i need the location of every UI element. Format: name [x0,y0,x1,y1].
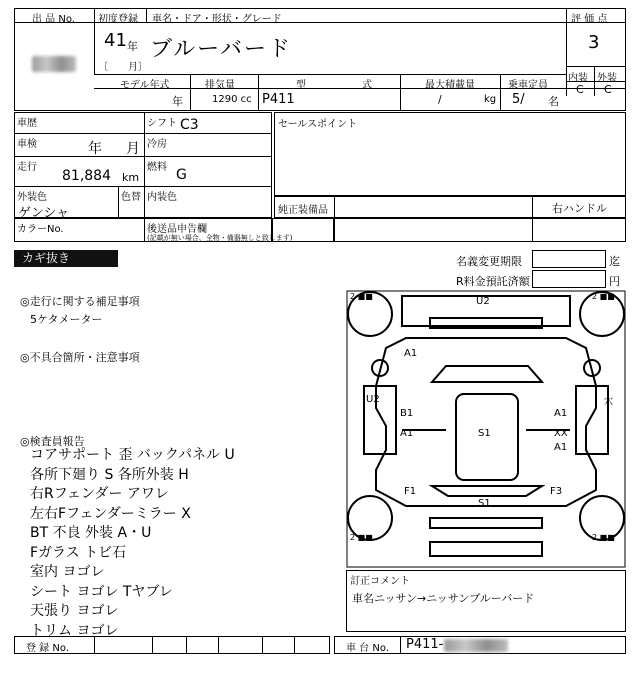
recycle-field [532,270,606,288]
aircon-label: 冷房 [147,139,167,150]
max-load-unit: kg [484,94,497,105]
color-change-label: 色替 [121,192,141,203]
inspection-year-unit: 年 [88,141,102,157]
exterior-grade: C [604,83,612,96]
chassis-number-blurred [444,639,508,652]
inspector-line: 右Rフェンダー アワレ [30,486,169,502]
car-name: ブルーバード [150,37,293,62]
corner-mark: 2 ■■ [350,292,373,301]
diagram-mark: F3 [550,486,563,497]
corner-mark: 2 ■■ [592,292,615,301]
history-label: 車歴 [17,118,37,129]
type-label-1: 型 [296,80,306,91]
max-load-label: 最大積載量 [425,80,475,91]
diagram-mark: XX [554,428,568,439]
side-note: 穴 [604,397,614,407]
diagram-mark: A1 [404,348,418,359]
aftermarket-label: 後送品申告欄 [147,224,207,235]
mileage-note-title: ◎走行に関する補足事項 [20,295,140,308]
diagram-mark: S1 [478,428,491,439]
diagram-mark: S1 [478,498,491,509]
diagram-mark: U2 [366,394,380,405]
int-color-label: 内装色 [147,192,177,203]
fuel-label: 燃料 [147,162,167,173]
inspector-line: 室内 ヨゴレ [30,564,105,580]
inspector-line: トリム ヨゴレ [30,622,119,639]
score-label: 評 価 点 [571,14,608,25]
diagram-mark: A1 [554,408,568,419]
lot-number-blurred [32,56,76,72]
type-value: P411 [262,92,295,107]
correction-text: 車名ニッサン→ニッサンブルーバード [352,592,535,605]
equipment-label: 純正装備品 [278,205,328,216]
diagram-mark: A1 [554,442,568,453]
correction-label: 訂正コメント [350,576,410,587]
name-change-unit: 迄 [609,255,620,268]
capacity-label: 乗車定員 [508,80,548,91]
chassis-label: 車 台 No. [346,643,389,654]
mileage-value: 81,884 [62,168,111,184]
color-no-label: カラーNo. [17,224,64,235]
type-label-2: 式 [362,80,372,91]
capacity-unit: 名 [548,95,559,108]
year-unit: 年 [127,40,138,53]
shift-label: シフト [147,118,177,129]
key-removed-badge: カギ抜き [14,250,118,267]
interior-grade: C [576,83,584,96]
model-year-label: モデル年式 [120,80,170,91]
inspector-line: 天張り ヨゴレ [30,603,119,619]
first-reg-label: 初度登録 [98,14,138,25]
corner-mark: 2 ■■ [592,533,615,542]
year-value: 41 [104,30,127,51]
diagram-mark: B1 [400,408,414,419]
mileage-unit: km [122,171,140,184]
displacement-value: 1290 cc [212,94,252,105]
steering-value: 右ハンドル [552,202,607,215]
diagram-mark: U2 [476,296,490,307]
inspection-month-unit: 月 [126,141,140,157]
exterior-label: 外装 [597,73,617,84]
inspector-line: コアサポート 歪 バックパネル U [30,447,235,463]
month-text: 〔 月〕 [98,62,148,73]
diagram-mark: F1 [404,486,417,497]
max-load-value: / [438,93,442,106]
inspector-line: 左右Fフェンダーミラー X [30,505,191,522]
inspection-label: 車検 [17,139,37,150]
chassis-value: P411- [406,637,444,652]
score-value: 3 [588,32,600,53]
diagram-mark: A1 [400,428,414,439]
mileage-label: 走行 [17,162,37,173]
inspector-line: Fガラス トビ石 [30,544,127,561]
model-info-label: 車名・ドア・形状・グレード [152,14,282,25]
recycle-unit: 円 [609,275,620,288]
car-damage-diagram [346,290,626,568]
sales-point-label: セールスポイント [278,119,358,130]
model-year-value: 年 [172,95,183,108]
shift-value: C3 [180,117,199,133]
interior-label: 内装 [568,73,588,84]
inspector-title: ◎検査員報告 [20,435,85,448]
ext-color-label: 外装色 [17,192,47,203]
lot-label: 出 品 No. [32,14,75,25]
name-change-label: 名義変更期限 [456,255,522,268]
displacement-label: 排気量 [205,80,235,91]
inspector-line: BT 不良 外装 A・U [30,525,152,541]
mileage-note: 5ケタメーター [30,313,103,326]
ext-color-value: ゲンシャ [18,206,70,221]
capacity-value: 5/ [512,92,525,107]
recycle-label: R料金預託済額 [456,275,530,288]
name-change-field [532,250,606,268]
inspector-report [30,446,235,641]
inspector-line: シート ヨゴレ Tヤブレ [30,583,173,600]
defect-title: ◎不具合箇所・注意事項 [20,351,140,364]
aftermarket-note: (記載が無い場合、全物・備器無しと致します) [147,234,293,242]
corner-mark: 2 ■■ [350,533,373,542]
registration-label: 登 録 No. [26,643,69,654]
inspector-line: 各所下廻り S 各所外装 H [30,466,189,483]
fuel-value: G [176,167,187,183]
